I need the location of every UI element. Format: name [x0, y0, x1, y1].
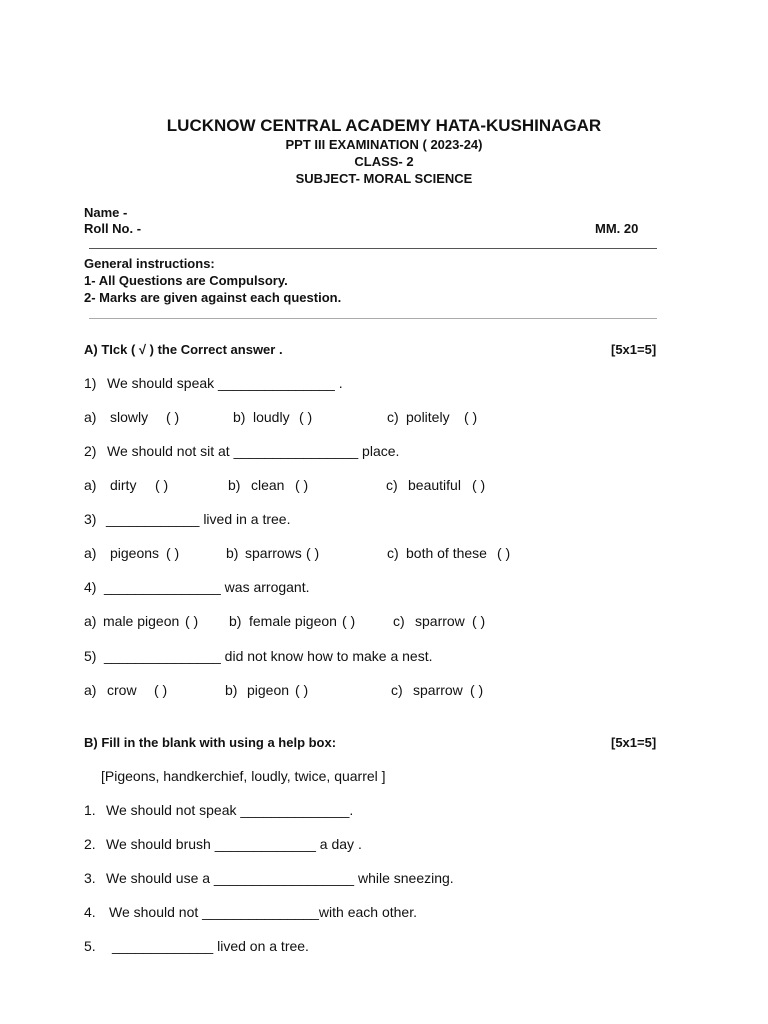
item-text: We should brush _____________ a day .	[106, 836, 362, 852]
option-label: a)	[84, 613, 97, 629]
item-text: We should use a __________________ while sneezing.	[106, 870, 454, 886]
answer-box[interactable]: ( )	[472, 477, 486, 493]
option-label: b)	[229, 613, 242, 629]
option-text: slowly	[110, 409, 149, 425]
answer-box[interactable]: ( )	[342, 613, 356, 629]
answer-box[interactable]: ( )	[299, 409, 313, 425]
section-a-title: A) TIck ( √ ) the Correct answer .	[84, 342, 283, 357]
option-text: clean	[251, 477, 285, 493]
option-label: a)	[84, 477, 97, 493]
divider-bottom	[89, 318, 657, 319]
answer-box[interactable]: ( )	[155, 477, 169, 493]
answer-box[interactable]: ( )	[497, 545, 511, 561]
name-label: Name -	[84, 205, 128, 220]
option-text: crow	[107, 682, 137, 698]
question-text: We should not sit at ________________ place.	[107, 443, 400, 459]
answer-box[interactable]: ( )	[464, 409, 478, 425]
answer-box[interactable]: ( )	[306, 545, 320, 561]
option-text: sparrow	[413, 682, 463, 698]
question-number: 2)	[84, 443, 97, 459]
option-label: c)	[386, 477, 398, 493]
divider-top	[89, 248, 657, 249]
question-number: 5)	[84, 648, 97, 664]
section-b-marks: [5x1=5]	[611, 735, 657, 750]
section-b-title: B) Fill in the blank with using a help box:	[84, 735, 337, 750]
class-label: CLASS- 2	[354, 154, 414, 169]
option-label: a)	[84, 682, 97, 698]
answer-box[interactable]: ( )	[166, 545, 180, 561]
answer-box[interactable]: ( )	[185, 613, 199, 629]
option-text: pigeons	[110, 545, 160, 561]
max-marks: MM. 20	[595, 221, 639, 236]
question-number: 3)	[84, 511, 97, 527]
option-label: c)	[387, 409, 399, 425]
answer-box[interactable]: ( )	[470, 682, 484, 698]
question-text: _______________ was arrogant.	[104, 579, 310, 595]
school-name: LUCKNOW CENTRAL ACADEMY HATA-KUSHINAGAR	[166, 116, 602, 135]
question-text: _______________ did not know how to make a nest.	[104, 648, 433, 664]
item-number: 4.	[84, 904, 96, 920]
option-label: c)	[391, 682, 403, 698]
option-text: beautiful	[408, 477, 461, 493]
item-text: We should not speak ______________.	[106, 802, 354, 818]
option-text: politely	[406, 409, 450, 425]
option-label: b)	[233, 409, 246, 425]
item-text: _____________ lived on a tree.	[112, 938, 309, 954]
section-a-marks: [5x1=5]	[611, 342, 657, 357]
item-text: We should not _______________with each other.	[109, 904, 417, 920]
option-label: c)	[387, 545, 399, 561]
option-text: male pigeon	[103, 613, 180, 629]
item-number: 2.	[84, 836, 96, 852]
option-text: dirty	[110, 477, 137, 493]
option-label: c)	[393, 613, 405, 629]
question-number: 1)	[84, 375, 97, 391]
item-number: 1.	[84, 802, 96, 818]
subject-label: SUBJECT- MORAL SCIENCE	[295, 171, 473, 186]
exam-title: PPT III EXAMINATION ( 2023-24)	[285, 137, 483, 152]
answer-box[interactable]: ( )	[472, 613, 486, 629]
option-label: b)	[226, 545, 239, 561]
option-label: b)	[228, 477, 241, 493]
question-text: We should speak _______________ .	[107, 375, 343, 391]
instruction-item: 2- Marks are given against each question.	[84, 290, 342, 305]
option-label: a)	[84, 545, 97, 561]
option-text: loudly	[253, 409, 290, 425]
help-box: [Pigeons, handkerchief, loudly, twice, quarrel ]	[101, 768, 386, 784]
question-text: ____________ lived in a tree.	[106, 511, 291, 527]
answer-box[interactable]: ( )	[154, 682, 168, 698]
option-text: sparrow	[415, 613, 465, 629]
answer-box[interactable]: ( )	[295, 682, 309, 698]
option-label: a)	[84, 409, 97, 425]
option-text: female pigeon	[249, 613, 337, 629]
option-text: both of these	[406, 545, 487, 561]
question-number: 4)	[84, 579, 97, 595]
answer-box[interactable]: ( )	[166, 409, 180, 425]
roll-no-label: Roll No. -	[84, 221, 142, 236]
option-text: pigeon	[247, 682, 290, 698]
item-number: 5.	[84, 938, 96, 954]
item-number: 3.	[84, 870, 96, 886]
option-text: sparrows	[245, 545, 302, 561]
answer-box[interactable]: ( )	[295, 477, 309, 493]
option-label: b)	[225, 682, 238, 698]
instruction-item: 1- All Questions are Compulsory.	[84, 273, 288, 288]
instructions-title: General instructions:	[84, 256, 215, 271]
